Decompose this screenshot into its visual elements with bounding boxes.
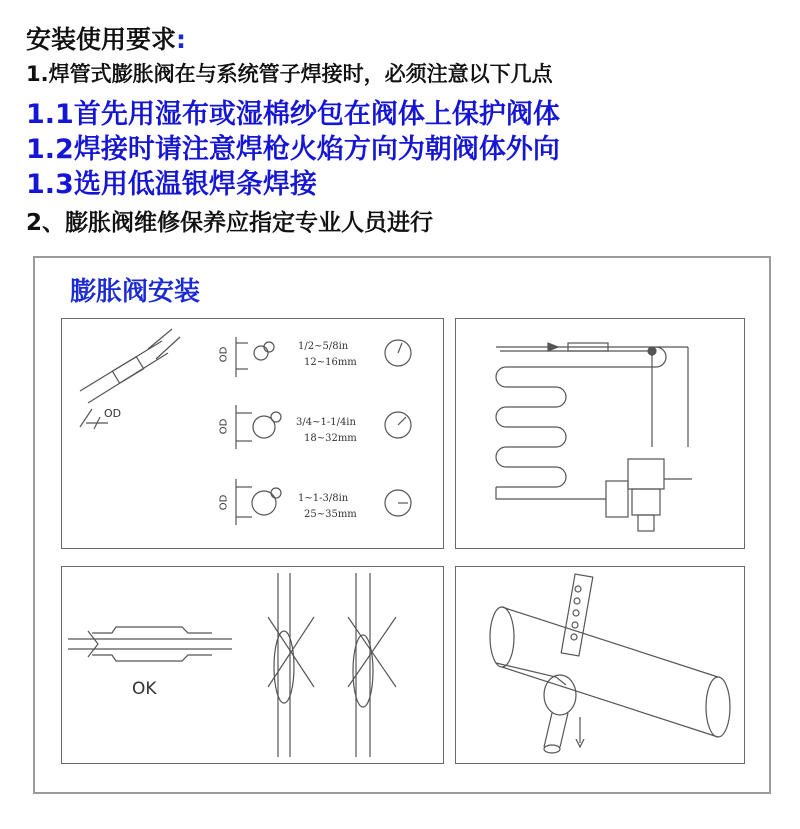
panel-od-sizes	[61, 318, 444, 549]
row1-size-in: 1/2~5/8in	[298, 341, 349, 352]
panel-welding-orientation	[61, 566, 444, 764]
requirement-1: 1.焊管式膨胀阀在与系统管子焊接时，必须注意以下几点	[26, 62, 553, 86]
section-title: 膨胀阀安装	[70, 277, 201, 307]
panel-bulb-clamp	[455, 566, 745, 764]
row3-size-mm: 25~35mm	[304, 509, 357, 520]
title-text: 安装使用要求	[26, 25, 177, 54]
row2-size-in: 3/4~1-1/4in	[296, 417, 356, 428]
od-label-row1: OD	[218, 346, 230, 363]
row1-size-mm: 12~16mm	[304, 357, 357, 368]
od-size-diagram	[62, 319, 445, 550]
ok-label: OK	[132, 679, 157, 699]
page-title	[26, 20, 186, 56]
requirement-1-3: 1.3选用低温银焊条焊接	[26, 169, 317, 200]
od-label-row3: OD	[218, 494, 230, 511]
od-label-row2: OD	[218, 418, 230, 435]
title-colon: :	[176, 25, 187, 54]
welding-orientation-diagram	[62, 567, 445, 765]
row3-size-in: 1~1-3/8in	[298, 493, 349, 504]
requirement-2: 2、膨胀阀维修保养应指定专业人员进行	[26, 210, 434, 236]
od-label-diagonal: OD	[104, 407, 122, 420]
requirement-1-2: 1.2焊接时请注意焊枪火焰方向为朝阀体外向	[26, 134, 560, 165]
panel-evaporator-install	[455, 318, 745, 549]
requirement-1-1: 1.1首先用湿布或湿棉纱包在阀体上保护阀体	[26, 99, 560, 130]
bulb-clamp-diagram	[456, 567, 746, 765]
evaporator-diagram	[456, 319, 746, 550]
row2-size-mm: 18~32mm	[304, 433, 357, 444]
